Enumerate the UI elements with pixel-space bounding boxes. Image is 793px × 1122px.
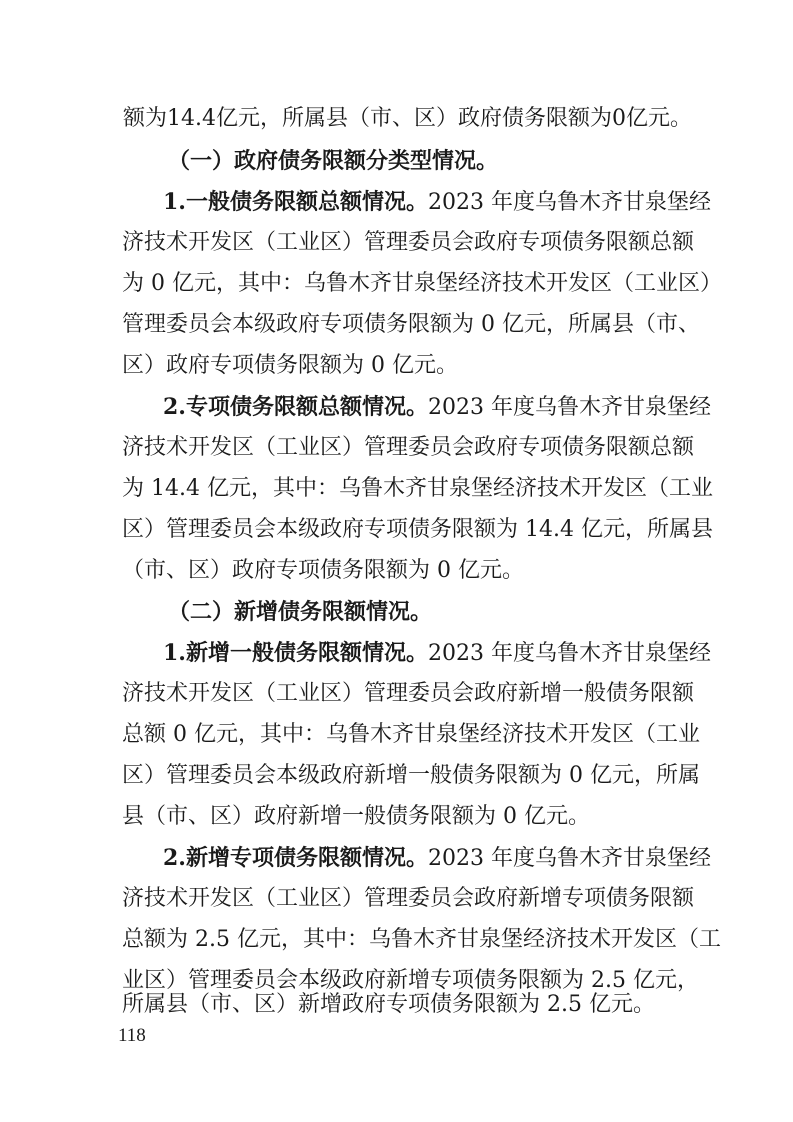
body-line bbox=[0, 469, 793, 509]
body-line bbox=[0, 920, 793, 960]
body-line bbox=[0, 305, 793, 345]
page-number: 118 bbox=[118, 1025, 146, 1046]
heading-text: （一）政府债务限额分类型情况。 bbox=[168, 148, 499, 174]
body-line bbox=[0, 633, 793, 673]
line-text: 2023 年度乌鲁木齐甘泉堡经 bbox=[427, 395, 711, 420]
subheading-text: 2.专项债务限额总额情况。 bbox=[163, 394, 428, 420]
section-heading bbox=[0, 141, 793, 181]
body-line bbox=[0, 756, 793, 796]
body-line bbox=[0, 346, 793, 386]
section-heading bbox=[0, 592, 793, 632]
line-text: 所属县（市、区）新增政府专项债务限额为 2.5 亿元。 bbox=[122, 992, 655, 1017]
body-line bbox=[0, 797, 793, 837]
subheading-text: 1.一般债务限额总额情况。 bbox=[163, 189, 428, 215]
line-text: 管理委员会本级政府专项债务限额为 0 亿元，所属县（市、 bbox=[122, 312, 700, 337]
line-text: 总额 0 亿元，其中：乌鲁木齐甘泉堡经济技术开发区（工业 bbox=[122, 722, 700, 747]
body-line bbox=[0, 428, 793, 468]
line-text: 区）政府专项债务限额为 0 亿元。 bbox=[122, 353, 458, 378]
body-line bbox=[0, 551, 793, 591]
body-line bbox=[0, 985, 793, 1025]
subheading-text: 2.新增专项债务限额情况。 bbox=[163, 845, 428, 871]
line-text: 为 0 亿元，其中：乌鲁木齐甘泉堡经济技术开发区（工业区） bbox=[122, 271, 722, 296]
body-line bbox=[0, 715, 793, 755]
line-text: 区）管理委员会本级政府专项债务限额为 14.4 亿元，所属县 bbox=[122, 517, 713, 542]
body-line bbox=[0, 223, 793, 263]
line-text: 2023 年度乌鲁木齐甘泉堡经 bbox=[427, 641, 711, 666]
body-line bbox=[0, 838, 793, 878]
heading-text: （二）新增债务限额情况。 bbox=[168, 599, 433, 625]
body-line bbox=[0, 674, 793, 714]
line-text: 为 14.4 亿元，其中：乌鲁木齐甘泉堡经济技术开发区（工业 bbox=[122, 476, 713, 501]
line-text: 济技术开发区（工业区）管理委员会政府专项债务限额总额 bbox=[122, 435, 695, 460]
body-line bbox=[0, 387, 793, 427]
line-text: （市、区）政府专项债务限额为 0 亿元。 bbox=[122, 558, 524, 583]
body-line bbox=[0, 264, 793, 304]
body-line bbox=[0, 879, 793, 919]
line-text: 县（市、区）政府新增一般债务限额为 0 亿元。 bbox=[122, 804, 590, 829]
line-text: 2023 年度乌鲁木齐甘泉堡经 bbox=[427, 190, 711, 215]
subheading-text: 1.新增一般债务限额情况。 bbox=[163, 640, 428, 666]
line-text: 济技术开发区（工业区）管理委员会政府新增专项债务限额 bbox=[122, 886, 695, 911]
line-text: 区）管理委员会本级政府新增一般债务限额为 0 亿元，所属 bbox=[122, 763, 700, 788]
line-text: 济技术开发区（工业区）管理委员会政府新增一般债务限额 bbox=[122, 681, 695, 706]
body-line bbox=[0, 510, 793, 550]
line-text: 额为14.4亿元，所属县（市、区）政府债务限额为0亿元。 bbox=[123, 106, 692, 131]
line-text: 济技术开发区（工业区）管理委员会政府专项债务限额总额 bbox=[122, 230, 695, 255]
body-line bbox=[0, 182, 793, 222]
line-text: 业区）管理委员会本级政府新增专项债务限额为 2.5 亿元， bbox=[122, 968, 699, 993]
line-text: 总额为 2.5 亿元，其中：乌鲁木齐甘泉堡经济技术开发区（工 bbox=[122, 927, 721, 952]
body-line bbox=[0, 99, 793, 139]
line-text: 2023 年度乌鲁木齐甘泉堡经 bbox=[427, 846, 711, 871]
